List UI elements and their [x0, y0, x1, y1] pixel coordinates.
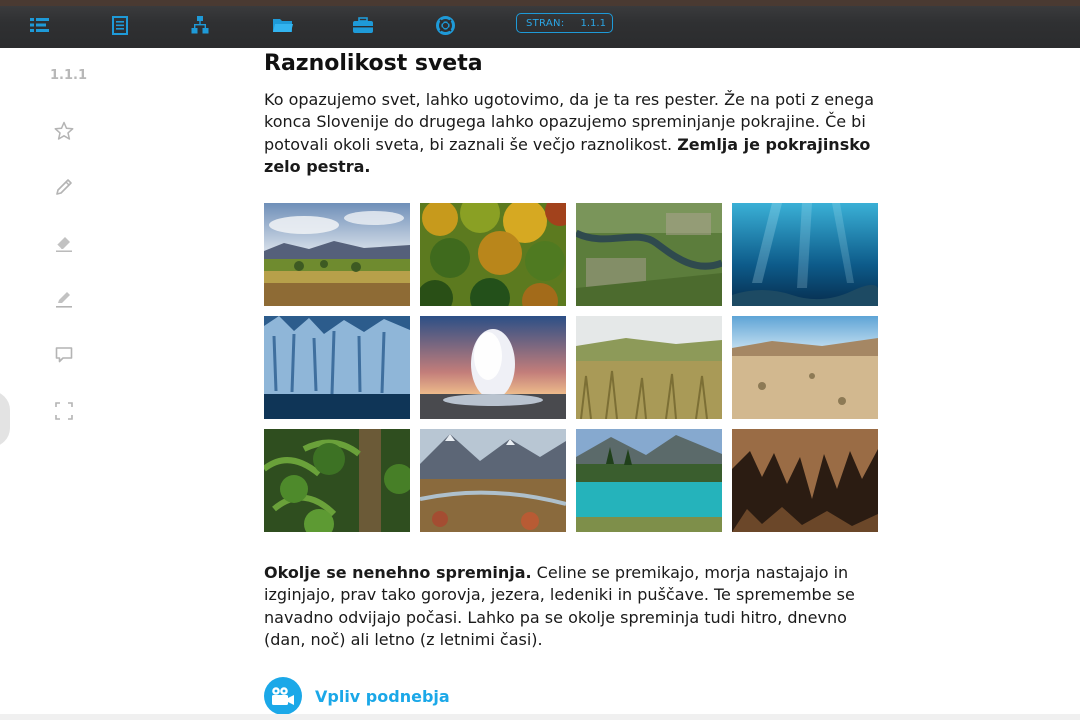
pencil-icon[interactable] [53, 176, 75, 198]
side-panel-handle[interactable] [0, 391, 10, 447]
image-autumn-forest[interactable] [420, 203, 566, 306]
image-geyser[interactable] [420, 316, 566, 419]
image-tundra-valley[interactable] [420, 429, 566, 532]
intro-paragraph [264, 89, 882, 178]
page-title: Raznolikost sveta [264, 51, 483, 76]
page-indicator-number: 1.1.1 [580, 17, 606, 29]
image-rainforest[interactable] [264, 429, 410, 532]
lifebuoy-icon[interactable] [432, 14, 458, 36]
folder-icon[interactable] [270, 14, 296, 36]
image-mountain-lake[interactable] [576, 429, 722, 532]
page-indicator-label: STRAN: [526, 17, 565, 29]
landscape-image-grid [264, 203, 878, 533]
toolbox-icon[interactable] [350, 14, 376, 36]
video-camera-icon [264, 677, 302, 715]
sidebar-page-number: 1.1.1 [50, 68, 88, 83]
page-indicator[interactable] [516, 13, 613, 33]
environment-text: Celine se premikajo, morja nastajajo in izginjajo, prav tako gorovja, jezera, ledeniki in puščave. Te spremembe se navadno odvijajo počasi. Lahko pa se okolje spreminja tudi hitro, dnevno (dan, noč) ali letno (z letnimi časi). [264, 563, 855, 649]
video-link-label: Vpliv podnebja [315, 686, 450, 706]
image-grassland-steppe[interactable] [576, 316, 722, 419]
sitemap-icon[interactable] [187, 14, 213, 36]
star-icon[interactable] [53, 120, 75, 142]
image-underwater-ocean[interactable] [732, 203, 878, 306]
intro-text: Ko opazujemo svet, lahko ugotovimo, da je ta res pester. Že na poti z enega konca Slovenije do drugega lahko opazujemo spreminjanje pokrajine. Če bi potovali okoli sveta, bi zaznali še večjo raznolikost. [264, 90, 875, 154]
image-river-valley-village[interactable] [576, 203, 722, 306]
image-glacier-ice[interactable] [264, 316, 410, 419]
highlighter-icon[interactable] [53, 288, 75, 310]
intro-emphasis: Zemlja je pokrajinsko zelo pestra. [264, 134, 871, 176]
fullscreen-icon[interactable] [53, 400, 75, 422]
comment-icon[interactable] [53, 344, 75, 366]
image-desert[interactable] [732, 316, 878, 419]
eraser-icon[interactable] [53, 232, 75, 254]
environment-paragraph [264, 562, 882, 651]
document-icon[interactable] [107, 14, 133, 36]
top-toolbar [0, 0, 1080, 48]
environment-emphasis: Okolje se nenehno spreminja. [264, 563, 532, 582]
image-cave-stalactites[interactable] [732, 429, 878, 532]
menu-list-icon[interactable] [27, 14, 53, 36]
video-link-climate[interactable] [264, 677, 450, 715]
left-sidebar [0, 48, 130, 720]
image-farmland-landscape[interactable] [264, 203, 410, 306]
bottom-border [0, 714, 1080, 720]
